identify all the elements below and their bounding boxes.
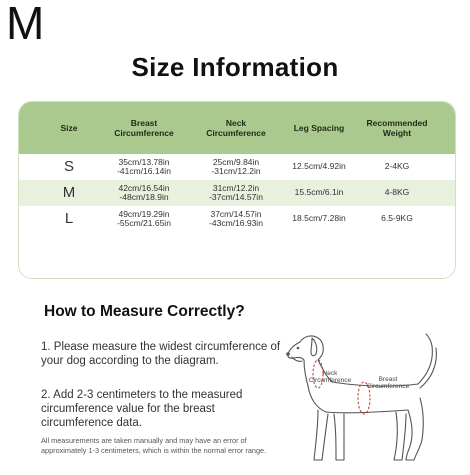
- cell-leg-spacing: 15.5cm/6.1in: [294, 187, 344, 198]
- cell-weight: 4-8KG: [384, 187, 410, 198]
- table-header: [19, 102, 455, 154]
- neck-label: Neck Circumference: [308, 370, 352, 384]
- table-footer-space: [19, 232, 455, 278]
- header-weight: Recommended Weight: [366, 118, 428, 138]
- cell-weight: 6.5-9KG: [381, 213, 413, 224]
- measurement-note: All measurements are taken manually and may have an error of approximately 1-3 centimeters, which is within the normal error range.: [41, 436, 267, 455]
- cell-size: M: [62, 184, 76, 202]
- table-row: [19, 180, 455, 206]
- header-leg-spacing: Leg Spacing: [293, 123, 345, 133]
- header-size: Size: [60, 123, 78, 133]
- cell-breast: 42cm/16.54in -48cm/18.9in: [118, 182, 170, 202]
- dog-eye-icon: [297, 347, 300, 350]
- size-badge: M: [6, 0, 45, 49]
- measure-step-2: 2. Add 2-3 centimeters to the measured circumference value for the breast circumference data.: [41, 389, 243, 429]
- dog-icon: [278, 326, 468, 470]
- size-table: [18, 101, 456, 279]
- cell-neck: 25cm/9.84in -31cm/12.2in: [211, 156, 261, 176]
- cell-leg-spacing: 18.5cm/7.28in: [292, 213, 346, 224]
- page-title: Size Information: [131, 52, 339, 82]
- breast-label: Breast Circumference: [366, 376, 410, 390]
- cell-breast: 49cm/19.29in -55cm/21.65in: [117, 208, 171, 228]
- measure-title: How to Measure Correctly?: [44, 303, 245, 320]
- dog-diagram: [278, 326, 468, 470]
- cell-neck: 31cm/12.2in -37cm/14.57in: [209, 182, 263, 202]
- cell-leg-spacing: 12.5cm/4.92in: [292, 161, 346, 172]
- header-neck: Neck Circumference: [206, 118, 266, 138]
- table-row: [19, 154, 455, 180]
- header-breast: Breast Circumference: [114, 118, 174, 138]
- measure-step-1: 1. Please measure the widest circumference of your dog according to the diagram.: [41, 341, 281, 367]
- table-row: [19, 206, 455, 232]
- cell-neck: 37cm/14.57in -43cm/16.93in: [209, 208, 263, 228]
- cell-size: S: [63, 158, 74, 176]
- cell-breast: 35cm/13.78in -41cm/16.14in: [117, 156, 171, 176]
- dog-nose-icon: [286, 352, 290, 356]
- cell-weight: 2-4KG: [384, 161, 410, 172]
- cell-size: L: [64, 210, 74, 228]
